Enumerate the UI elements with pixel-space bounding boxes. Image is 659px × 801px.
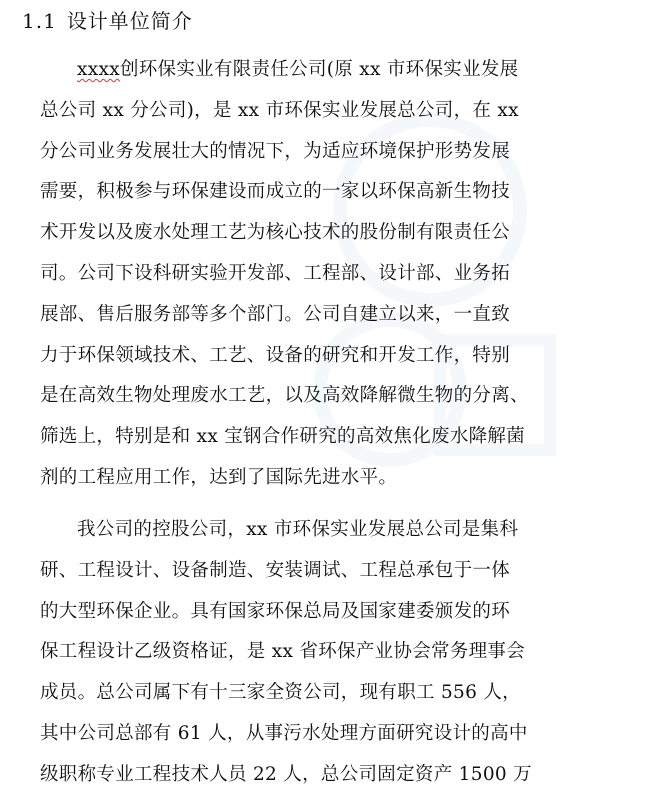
paragraph-line [40,50,580,91]
paragraph-line: 总公司 xx 分公司)，是 xx 市环保实业发展总公司，在 xx [40,99,519,121]
paragraph-line: 研、工程设计、设备制造、安装调试、工程总承包于一体 [40,559,511,581]
section-number: 1.1 [22,9,57,33]
paragraph-line: 展部、售后服务部等多个部门。公司自建立以来，一直致 [40,303,511,325]
paragraph-line: 司。公司下设科研实验开发部、工程部、设计部、业务拓 [40,262,511,284]
paragraph-line: 需要，积极参与环保建设而成立的一家以环保高新生物技 [40,181,511,203]
paragraph-line: 其中公司总部有 61 人，从事污水处理方面研究设计的高中 [40,722,528,744]
paragraph-line: 筛选上，特别是和 xx 宝钢合作研究的高效焦化废水降解菌 [40,426,526,448]
paragraph-line: 是在高效生物处理废水工艺，以及高效降解微生物的分离、 [40,385,529,407]
section-title: 设计单位简介 [66,9,193,33]
paragraph-line: 的大型环保企业。具有国家环保总局及国家建委颁发的环 [40,600,511,622]
paragraph-company-intro [40,50,580,499]
paragraph-text: 创环保实业有限责任公司(原 xx 市环保实业发展 [119,59,519,80]
paragraph-line: 术开发以及废水处理工艺为核心技术的股份制有限责任公 [40,222,511,244]
paragraph-line: 分公司业务发展壮大的情况下，为适应环境保护形势发展 [40,140,511,162]
paragraph-line: 成员。总公司属下有十三家全资公司，现有职工 556 人， [40,682,521,704]
paragraph-holding-company [40,510,580,796]
company-name-placeholder: xxxx [77,59,120,80]
paragraph-line: 保工程设计乙级资格证，是 xx 省环保产业协会常务理事会 [40,641,526,663]
paragraph-line: 剂的工程应用工作，达到了国际先进水平。 [40,466,398,488]
paragraph-line: 力于环保领域技术、工艺、设备的研究和开发工作，特别 [40,344,511,366]
section-heading [22,6,193,36]
paragraph-line: 级职称专业工程技术人员 22 人，总公司固定资产 1500 万 [40,763,532,785]
paragraph-line: 我公司的控股公司，xx 市环保实业发展总公司是集科 [77,519,519,540]
